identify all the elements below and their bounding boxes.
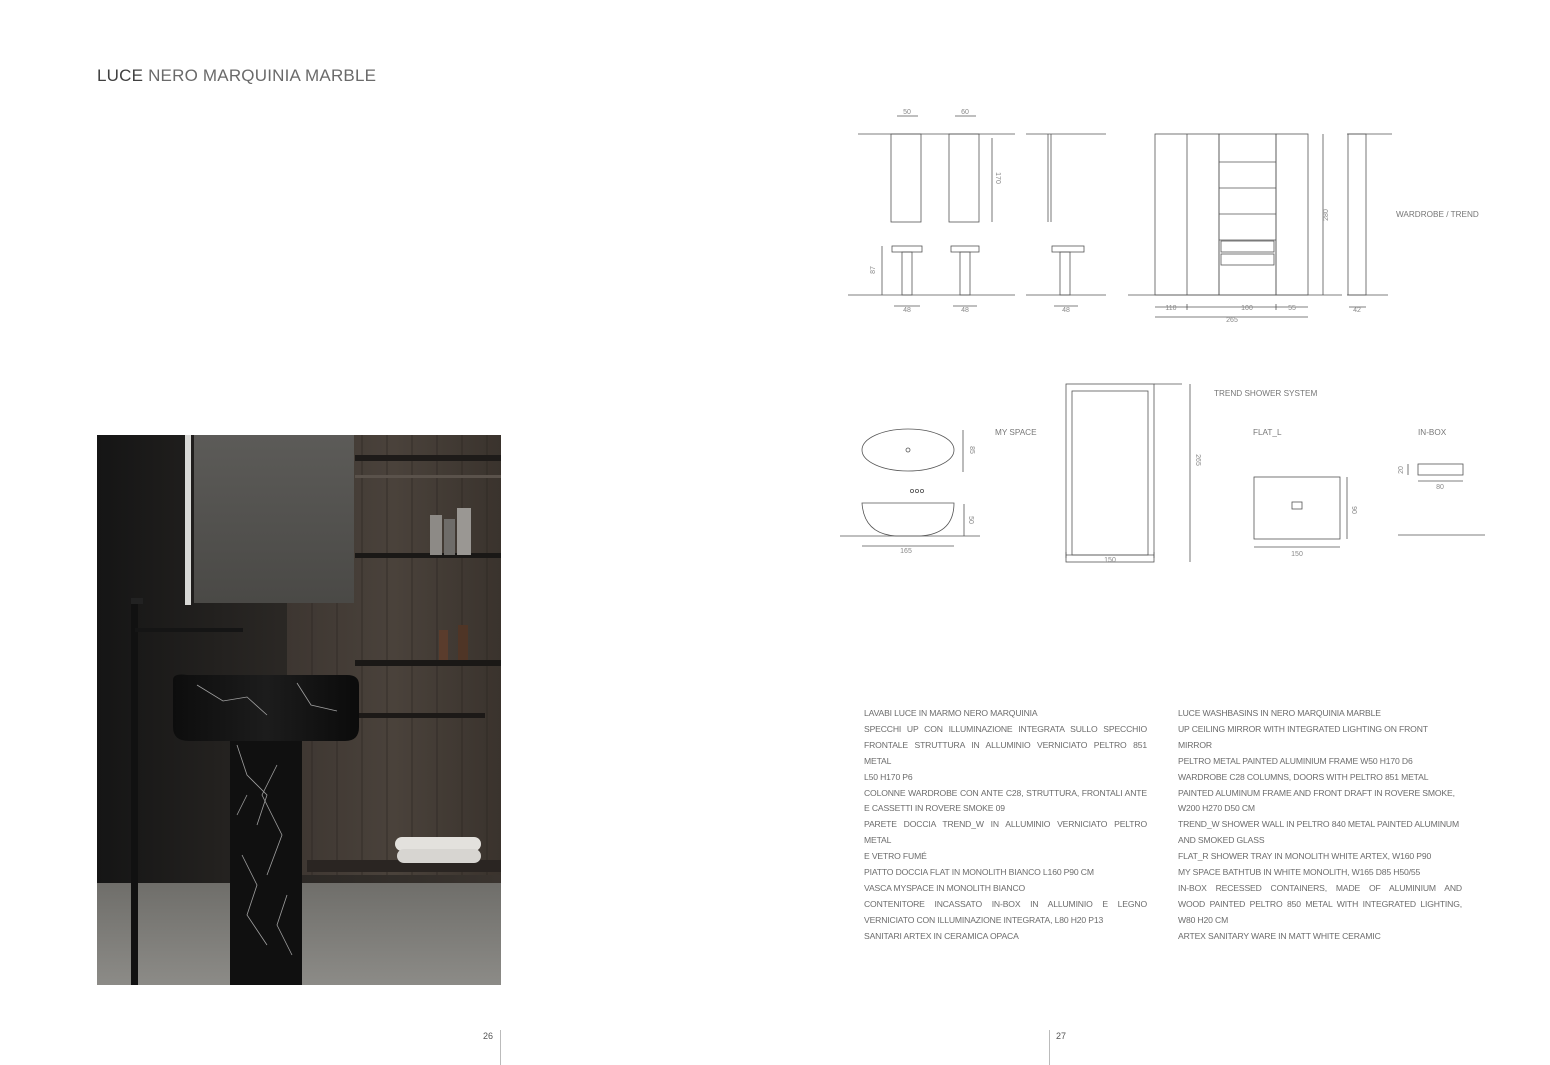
technical-drawings: [820, 100, 1520, 580]
page-number-left: 26: [483, 1031, 494, 1041]
dim-20: 20: [1398, 466, 1405, 474]
title-subtitle: NERO MARQUINIA MARBLE: [143, 66, 377, 85]
page-number-right: 27: [1056, 1031, 1067, 1041]
title-brand: LUCE: [97, 66, 144, 85]
dim-48-a: 48: [903, 307, 911, 314]
dim-60: 60: [961, 109, 969, 116]
dim-50-tub: 50: [967, 516, 974, 524]
description-line: UP CEILING MIRROR WITH INTEGRATED LIGHTING ON FRONT MIRROR: [1178, 723, 1428, 750]
description-line: WARDROBE C28 COLUMNS, DOORS WITH PELTRO 851 METAL: [1178, 771, 1429, 782]
description-line: PAINTED ALUMINUM FRAME AND FRONT DRAFT IN ROVERE SMOKE,: [1178, 787, 1455, 798]
page-rule-right: [1049, 1030, 1050, 1065]
label-in-box: IN-BOX: [1418, 428, 1447, 437]
dim-150-flat: 150: [1291, 551, 1303, 558]
description-line: CONTENITORE INCASSATO IN-BOX IN ALLUMINIO E LEGNO: [864, 898, 1147, 909]
description-line: MY SPACE BATHTUB IN WHITE MONOLITH, W165 D85 H50/55: [1178, 867, 1421, 878]
dim-80: 80: [1436, 484, 1444, 491]
dim-55: 55: [1288, 305, 1296, 312]
description-line: E CASSETTI IN ROVERE SMOKE 09: [864, 803, 1005, 814]
dim-265-shower: 265: [1194, 454, 1201, 466]
description-line: VASCA MYSPACE IN MONOLITH BIANCO: [864, 882, 1026, 893]
description-line: LUCE WASHBASINS IN NERO MARQUINIA MARBLE: [1178, 708, 1381, 718]
dim-110: 110: [1165, 305, 1177, 312]
description-line: COLONNE WARDROBE CON ANTE C28, STRUTTURA, FRONTALI ANTE: [864, 787, 1147, 798]
dim-280: 280: [1323, 209, 1330, 221]
description-italian: [864, 706, 1147, 945]
description-english: [1178, 706, 1462, 945]
description-line: W80 H20 CM: [1178, 914, 1229, 925]
description-line: LAVABI LUCE IN MARMO NERO MARQUINIA: [864, 708, 1038, 718]
description-line: ARTEX SANITARY WARE IN MATT WHITE CERAMIC: [1178, 930, 1381, 941]
description-line: FLAT_R SHOWER TRAY IN MONOLITH WHITE ARTEX, W160 P90: [1178, 851, 1432, 862]
label-flat-l: FLAT_L: [1253, 428, 1282, 437]
dim-100: 100: [1241, 305, 1253, 312]
description-line: PELTRO METAL PAINTED ALUMINIUM FRAME W50 H170 D6: [1178, 755, 1413, 766]
dim-42: 42: [1353, 307, 1361, 314]
description-line: FRONTALE STRUTTURA IN ALLUMINIO VERNICIATO PELTRO 851 METAL: [864, 739, 1147, 766]
description-line: IN-BOX RECESSED CONTAINERS, MADE OF ALUMINIUM AND: [1178, 882, 1462, 893]
label-my-space: MY SPACE: [995, 428, 1037, 437]
dim-48-c: 48: [1062, 307, 1070, 314]
description-line: E VETRO FUMÉ: [864, 851, 927, 862]
description-line: W200 H270 D50 CM: [1178, 803, 1255, 814]
dim-87: 87: [870, 266, 877, 274]
description-line: SPECCHI UP CON ILLUMINAZIONE INTEGRATA SULLO SPECCHIO: [864, 723, 1147, 734]
description-line: PARETE DOCCIA TREND_W IN ALLUMINIO VERNICIATO PELTRO METAL: [864, 819, 1147, 846]
label-trend-shower-system: TREND SHOWER SYSTEM: [1214, 389, 1318, 398]
description-line: SANITARI ARTEX IN CERAMICA OPACA: [864, 930, 1019, 941]
label-wardrobe-trend: WARDROBE / TREND: [1396, 210, 1479, 219]
description-line: WOOD PAINTED PELTRO 850 METAL WITH INTEGRATED LIGHTING,: [1178, 898, 1462, 909]
dim-150-shower: 150: [1104, 557, 1116, 564]
dim-165: 165: [900, 548, 912, 555]
dim-265: 265: [1226, 317, 1238, 324]
dim-85: 85: [968, 446, 975, 454]
page-rule-left: [500, 1030, 501, 1065]
description-line: AND SMOKED GLASS: [1178, 835, 1265, 846]
page-title: [97, 66, 376, 86]
description-line: L50 H170 P6: [864, 771, 913, 782]
description-line: VERNICIATO CON ILLUMINAZIONE INTEGRATA, L80 H20 P13: [864, 914, 1104, 925]
bathroom-photo: [97, 435, 501, 985]
dim-50: 50: [903, 109, 911, 116]
dim-90: 90: [1350, 506, 1357, 514]
description-line: TREND_W SHOWER WALL IN PELTRO 840 METAL PAINTED ALUMINUM: [1178, 819, 1459, 830]
description-line: PIATTO DOCCIA FLAT IN MONOLITH BIANCO L160 P90 CM: [864, 867, 1094, 878]
dim-48-b: 48: [961, 307, 969, 314]
dim-170: 170: [994, 172, 1001, 184]
